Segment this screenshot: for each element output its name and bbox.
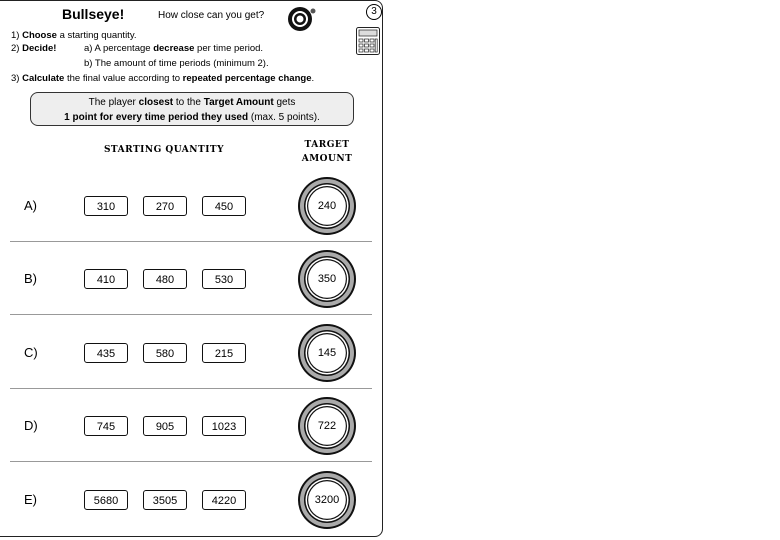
- instruction-step-2b: b) The amount of time periods (minimum 2).: [84, 58, 269, 69]
- target-amount-value: 722: [317, 420, 337, 432]
- rules-box: [30, 92, 354, 126]
- step-keyword: decrease: [153, 43, 195, 54]
- starting-quantity-box: 5680: [84, 490, 128, 510]
- starting-quantity-header: STARTING QUANTITY: [103, 145, 225, 155]
- row-label: B): [24, 271, 37, 286]
- starting-quantity-box: 270: [143, 196, 187, 216]
- starting-quantity-box: 4220: [202, 490, 246, 510]
- step-keyword: repeated percentage change: [182, 73, 312, 84]
- rules-text: gets: [276, 97, 296, 108]
- starting-quantity-box: 450: [202, 196, 246, 216]
- step-text: the final value according to: [66, 73, 181, 84]
- row-label: A): [24, 198, 37, 213]
- instruction-step-3: [11, 72, 314, 85]
- starting-quantity-box: 215: [202, 343, 246, 363]
- starting-quantity-box: 745: [84, 416, 128, 436]
- rules-line-1: [31, 95, 353, 110]
- calculator-icon: [356, 27, 380, 55]
- starting-quantity-box: 435: [84, 343, 128, 363]
- rules-text: to the: [175, 97, 201, 108]
- worksheet-subtitle: How close can you get?: [158, 10, 265, 21]
- rules-line-2: [31, 110, 353, 125]
- step-keyword: Choose: [22, 30, 57, 41]
- starting-quantity-box: 480: [143, 269, 187, 289]
- rules-keyword: Target Amount: [203, 97, 274, 108]
- starting-quantity-box: 580: [143, 343, 187, 363]
- target-header-line-1: TARGET: [304, 140, 350, 150]
- row-label: E): [24, 492, 37, 507]
- step-text: per time period.: [197, 43, 264, 54]
- target-amount-value: 3200: [314, 494, 340, 506]
- rules-keyword: closest: [138, 97, 174, 108]
- row-divider: [10, 241, 372, 242]
- step-number: 1): [11, 30, 20, 41]
- instruction-step-2a: [84, 42, 263, 55]
- step-text: a starting quantity.: [59, 30, 137, 41]
- row-label: D): [24, 418, 38, 433]
- row-divider: [10, 388, 372, 389]
- instruction-step-1: [11, 29, 137, 42]
- target-amount-value: 145: [317, 347, 337, 359]
- starting-quantity-box: 1023: [202, 416, 246, 436]
- row-divider: [10, 314, 372, 315]
- target-header-line-2: AMOUNT: [301, 154, 353, 164]
- step-keyword: Decide!: [22, 43, 57, 54]
- worksheet-title: Bullseye!: [62, 6, 125, 22]
- instruction-step-2: [11, 42, 56, 55]
- page-number-badge: 3: [366, 4, 382, 20]
- target-amount-value: 240: [317, 200, 337, 212]
- worksheet-card: [0, 0, 383, 537]
- starting-quantity-box: 3505: [143, 490, 187, 510]
- target-icon: [286, 4, 316, 34]
- row-label: C): [24, 345, 38, 360]
- rules-keyword: 1 point for every time period they used: [64, 112, 249, 123]
- starting-quantity-box: 905: [143, 416, 187, 436]
- starting-quantity-box: 410: [84, 269, 128, 289]
- target-amount-value: 350: [317, 273, 337, 285]
- rules-text: (max. 5 points).: [250, 112, 320, 123]
- step-number: 3): [11, 73, 20, 84]
- step-text: a) A percentage: [84, 43, 151, 54]
- starting-quantity-box: 530: [202, 269, 246, 289]
- row-divider: [10, 461, 372, 462]
- starting-quantity-box: 310: [84, 196, 128, 216]
- step-text: .: [311, 73, 315, 84]
- step-keyword: Calculate: [22, 73, 65, 84]
- rules-text: The player: [88, 97, 136, 108]
- target-amount-header: [296, 138, 358, 166]
- step-number: 2): [11, 43, 20, 54]
